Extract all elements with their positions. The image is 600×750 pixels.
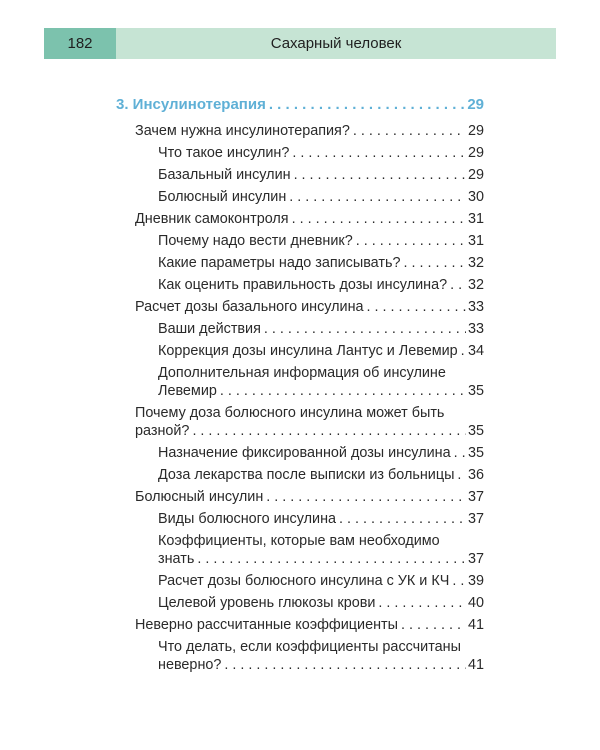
toc-entry-row (158, 188, 484, 206)
toc-entry-row (135, 616, 484, 634)
toc-entry[interactable] (116, 594, 484, 612)
toc-leader-dots (356, 232, 466, 250)
toc-entry-title: Доза лекарства после выписки из больницы (158, 467, 455, 483)
toc-entry[interactable] (116, 616, 484, 634)
toc-chapter-page: 29 (467, 96, 484, 113)
toc-entry-page: 30 (467, 189, 484, 205)
toc-entry-row (158, 254, 484, 272)
toc-entry[interactable] (116, 298, 484, 316)
toc-entry[interactable] (116, 488, 484, 506)
toc-entry-title: Что такое инсулин? (158, 145, 290, 161)
toc-entry[interactable] (116, 444, 484, 462)
toc-leader-dots (292, 144, 466, 162)
toc-entry[interactable] (116, 342, 484, 360)
toc-leader-dots (450, 276, 466, 294)
toc-leader-dots (266, 488, 466, 506)
toc-entry-title: Почему надо вести дневник? (158, 233, 353, 249)
toc-entry[interactable] (116, 572, 484, 590)
toc-entry-row (158, 550, 484, 568)
toc-entry-row (158, 232, 484, 250)
toc-entry-page: 41 (467, 617, 484, 633)
page-number: 182 (44, 28, 116, 59)
toc-entry-page: 37 (467, 489, 484, 505)
toc-entry-title: знать (158, 551, 195, 567)
toc-entry-title: Какие параметры надо записывать? (158, 255, 401, 271)
toc-entry-title: Коррекция дозы инсулина Лантус и Левемир (158, 343, 458, 359)
toc-leader-dots (461, 342, 466, 360)
toc-entry-page: 31 (467, 233, 484, 249)
toc-entry[interactable] (116, 364, 484, 400)
toc-leader-dots (457, 466, 466, 484)
toc-leader-dots (192, 422, 466, 440)
toc-chapter-entry[interactable] (116, 96, 484, 116)
toc-entry-title: разной? (135, 423, 190, 439)
toc-leader-dots (289, 188, 466, 206)
toc-entry-title: Расчет дозы базального инсулина (135, 299, 364, 315)
book-title: Сахарный человек (116, 28, 556, 59)
toc-entry-page: 37 (467, 511, 484, 527)
toc-entry-page: 36 (467, 467, 484, 483)
toc-entry[interactable] (116, 532, 484, 568)
toc-entry-title: Дневник самоконтроля (135, 211, 289, 227)
toc-entry[interactable] (116, 232, 484, 250)
toc-leader-dots (367, 298, 466, 316)
toc-entry-page: 35 (467, 445, 484, 461)
toc-entry-page: 29 (467, 123, 484, 139)
toc-entry[interactable] (116, 320, 484, 338)
toc-entry-title: Зачем нужна инсулинотерапия? (135, 123, 350, 139)
toc-entry-title: неверно? (158, 657, 222, 673)
toc-entry-title-line: Коэффициенты, которые вам необходимо (158, 533, 440, 549)
toc-entry-row (158, 320, 484, 338)
toc-entry[interactable] (116, 254, 484, 272)
toc-entry-title-line: Что делать, если коэффициенты рассчитаны (158, 639, 461, 655)
toc-entry-title: Неверно рассчитанные коэффициенты (135, 617, 398, 633)
toc-entry[interactable] (116, 510, 484, 528)
toc-leader-dots (378, 594, 466, 612)
toc-entry-page: 31 (467, 211, 484, 227)
toc-entry-page: 33 (467, 321, 484, 337)
toc-entry-page: 35 (467, 423, 484, 439)
toc-entry-row (135, 298, 484, 316)
toc-entry-row (135, 210, 484, 228)
toc-entry-row (135, 488, 484, 506)
toc-entry-row (158, 444, 484, 462)
toc-entry[interactable] (116, 404, 484, 440)
toc-entry[interactable] (116, 166, 484, 184)
toc-entry-page: 39 (467, 573, 484, 589)
toc-entry-page: 29 (467, 145, 484, 161)
toc-entry-row (135, 422, 484, 440)
toc-leader-dots (339, 510, 466, 528)
toc-leader-dots (264, 320, 466, 338)
toc-entry-page: 40 (467, 595, 484, 611)
toc-entry[interactable] (116, 276, 484, 294)
toc-entry-row (158, 466, 484, 484)
toc-entry-page: 41 (467, 657, 484, 673)
toc-entry-title: Виды болюсного инсулина (158, 511, 337, 527)
toc-leader-dots (269, 96, 465, 114)
toc-entry-page: 29 (467, 167, 484, 183)
table-of-contents (116, 96, 484, 678)
toc-entry-row (135, 122, 484, 140)
toc-entry[interactable] (116, 144, 484, 162)
toc-entries (116, 122, 484, 674)
toc-leader-dots (454, 444, 466, 462)
toc-leader-dots (224, 656, 466, 674)
toc-leader-dots (294, 166, 466, 184)
toc-entry-title: Целевой уровень глюкозы крови (158, 595, 376, 611)
toc-leader-dots (292, 210, 466, 228)
toc-leader-dots (197, 550, 466, 568)
toc-entry-title: Болюсный инсулин (135, 489, 264, 505)
toc-entry-row (158, 166, 484, 184)
toc-entry[interactable] (116, 638, 484, 674)
toc-entry-page: 32 (467, 255, 484, 271)
toc-leader-dots (220, 382, 466, 400)
toc-entry-row (158, 144, 484, 162)
toc-entry-row (158, 594, 484, 612)
toc-entry[interactable] (116, 466, 484, 484)
toc-entry-page: 33 (467, 299, 484, 315)
toc-entry-page: 32 (467, 277, 484, 293)
toc-leader-dots (401, 616, 466, 634)
toc-entry-title: Расчет дозы болюсного инсулина с УК и КЧ (158, 573, 450, 589)
toc-entry-row (158, 510, 484, 528)
toc-leader-dots (403, 254, 466, 272)
toc-entry-row (158, 382, 484, 400)
toc-entry-title: Левемир (158, 383, 217, 399)
toc-entry[interactable] (116, 210, 484, 228)
toc-entry[interactable] (116, 188, 484, 206)
toc-entry-title: Ваши действия (158, 321, 261, 337)
toc-entry-title: Базальный инсулин (158, 167, 291, 183)
toc-leader-dots (353, 122, 466, 140)
toc-entry-page: 37 (467, 551, 484, 567)
toc-entry-title: Как оценить правильность дозы инсулина? (158, 277, 448, 293)
toc-entry-page: 34 (467, 343, 484, 359)
toc-entry-title-line: Дополнительная информация об инсулине (158, 365, 446, 381)
toc-chapter-title: 3. Инсулинотерапия (116, 96, 266, 113)
toc-entry-row (158, 572, 484, 590)
toc-entry[interactable] (116, 122, 484, 140)
toc-entry-title: Назначение фиксированной дозы инсулина (158, 445, 451, 461)
toc-entry-row (158, 342, 484, 360)
toc-entry-page: 35 (467, 383, 484, 399)
toc-entry-title: Болюсный инсулин (158, 189, 287, 205)
toc-entry-row (158, 276, 484, 294)
toc-entry-row (158, 656, 484, 674)
toc-entry-title-line: Почему доза болюсного инсулина может быть (135, 405, 445, 421)
toc-leader-dots (452, 572, 466, 590)
running-header (44, 28, 556, 59)
